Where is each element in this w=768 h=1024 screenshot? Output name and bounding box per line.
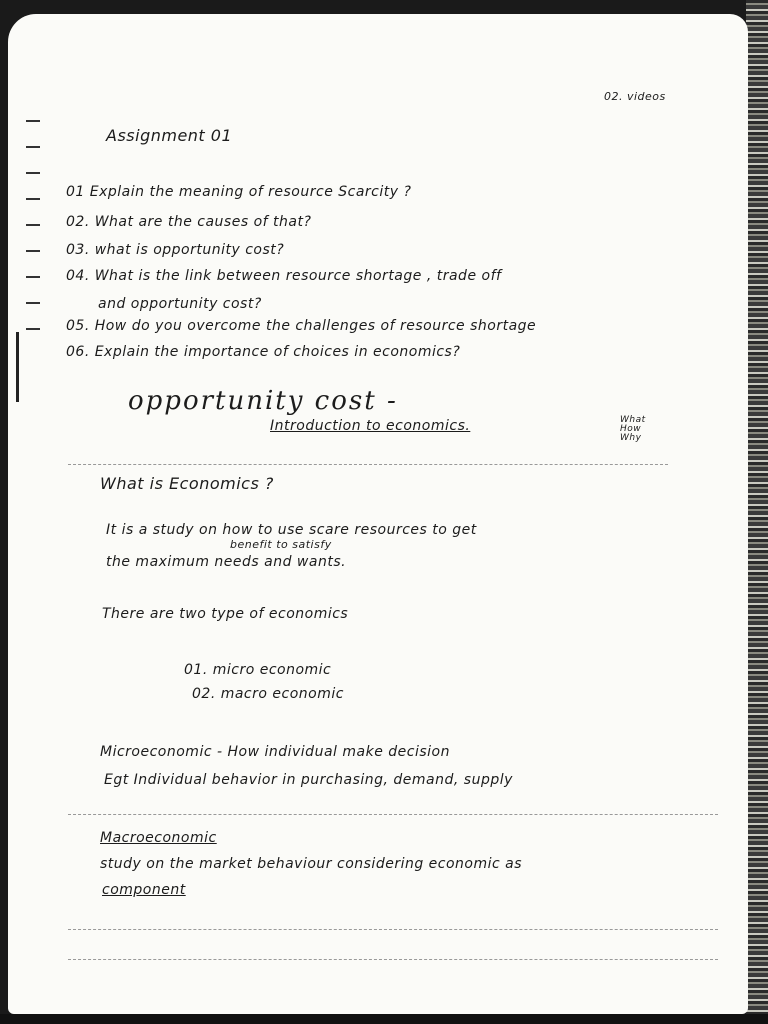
ruled-line [68,929,718,931]
margin-mark [26,146,40,148]
definition-line-2: the maximum needs and wants. [106,554,347,570]
margin-mark [26,172,40,174]
side-note-why: Why [620,433,642,443]
side-note-how: How [620,424,642,434]
micro-line: Microeconomic - How individual make decision [100,744,450,760]
macro-heading: Macroeconomic [100,830,217,846]
margin-bar [16,332,19,402]
paper-edge-bottom [0,1014,768,1024]
margin-mark [26,198,40,200]
question-4: 04. What is the link between resource shortage , trade off [66,268,502,284]
margin-mark [26,250,40,252]
opportunity-heading: opportunity cost - [128,386,398,416]
margin-mark [26,302,40,304]
type-macro: 02. macro economic [192,686,344,702]
question-5: 05. How do you overcome the challenges of resource shortage [66,318,537,334]
notebook-page [8,14,748,1014]
side-note [620,416,646,443]
margin-mark [26,276,40,278]
micro-example: Egt Individual behavior in purchasing, demand, supply [104,772,513,788]
question-1: 01 Explain the meaning of resource Scarcity ? [66,184,412,200]
margin-mark [26,328,40,330]
top-note: 02. videos [604,90,666,103]
ruled-line [68,814,718,816]
ruled-line [68,464,668,466]
what-is-heading: What is Economics ? [100,474,274,493]
intro-heading: Introduction to economics. [270,418,471,434]
definition-insert: benefit to satisfy [230,538,332,551]
question-4-cont: and opportunity cost? [98,296,262,312]
side-note-what: What [620,415,646,425]
definition-line-1: It is a study on how to use scare resources to get [106,522,477,538]
assignment-title: Assignment 01 [106,126,233,145]
question-2: 02. What are the causes of that? [66,214,312,230]
macro-line-2: component [102,882,186,898]
macro-line-1: study on the market behaviour considering economic as [100,856,523,872]
question-3: 03. what is opportunity cost? [66,242,285,258]
ruled-line [68,959,718,961]
paper-edge-right [746,0,768,1024]
margin-mark [26,224,40,226]
types-intro: There are two type of economics [102,606,349,622]
type-micro: 01. micro economic [184,662,332,678]
question-6: 06. Explain the importance of choices in economics? [66,344,461,360]
margin-mark [26,120,40,122]
